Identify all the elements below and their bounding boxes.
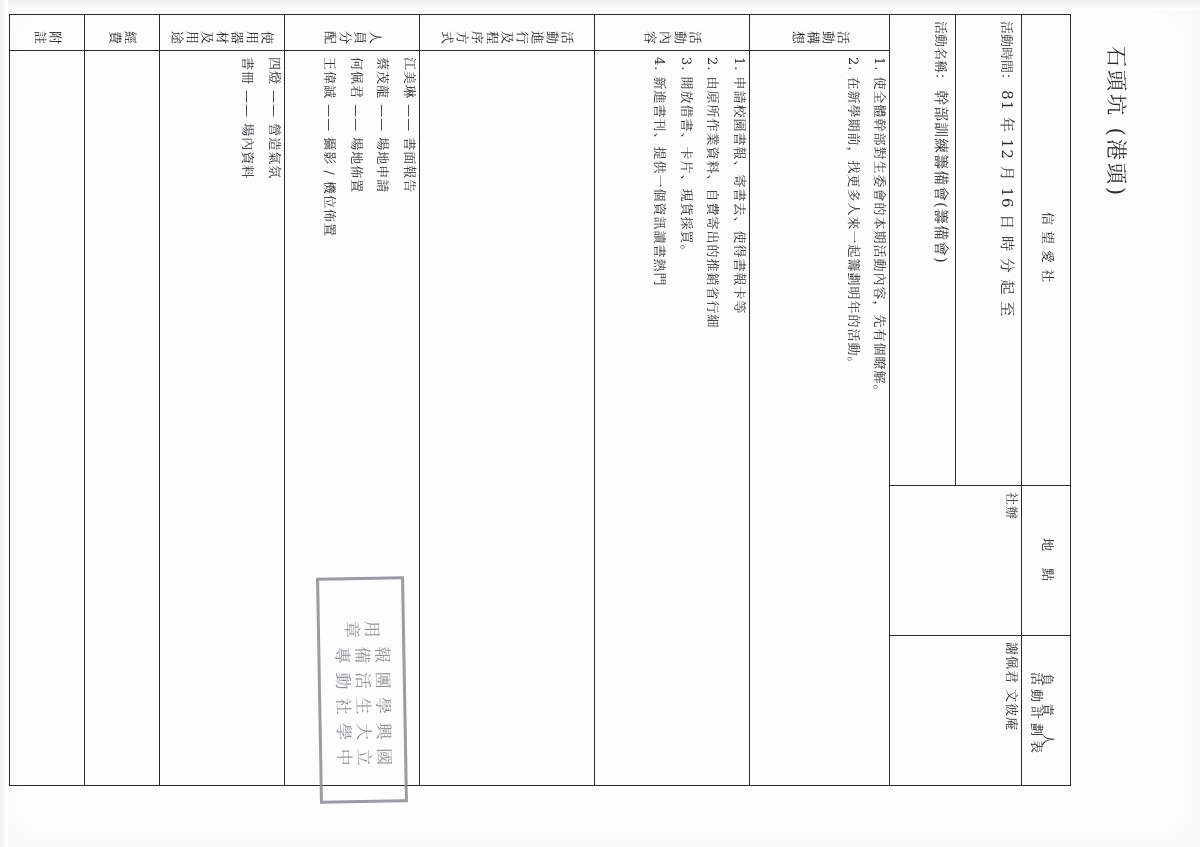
staff-row-1: 江美琳 —— 書面報告	[401, 57, 416, 194]
section-concept-label: 活動構想	[750, 15, 890, 51]
activity-place-value: 社辦	[890, 486, 1022, 636]
section-concept	[750, 15, 890, 786]
activity-time-row	[956, 15, 1022, 786]
form-table	[9, 14, 1071, 786]
equipment-row-2: 書冊 —— 場內資料	[239, 57, 255, 180]
scan-edge-left	[0, 0, 8, 847]
content-item-1: 1. 申請校園書報、寄書去、使得書報卡等	[731, 57, 746, 315]
activity-plan-form	[9, 14, 1071, 786]
content-item-3: 3. 開放借書、卡片、現貨採買。	[677, 57, 693, 259]
section-equipment	[160, 15, 285, 786]
section-budget-label: 經費	[85, 15, 160, 51]
activity-time-label: 活動時間：	[998, 21, 1013, 87]
page-annotation: 石頭坑 (港頭)	[1104, 46, 1128, 199]
section-remarks-label: 附註	[10, 15, 85, 51]
content-item-4: 4. 新進書刊、提供一個資訊讀書熱門	[651, 57, 667, 287]
section-equipment-body	[160, 51, 285, 786]
person-header: 負 責 人	[1022, 636, 1071, 786]
section-content	[595, 15, 750, 786]
activity-name-value: 幹部訓練籌備會(籌備會)	[932, 90, 951, 264]
activity-time-cell	[956, 15, 1022, 486]
section-remarks	[10, 15, 85, 786]
activity-time-value: 81 年 12 月 16 日 時 分 起 至	[998, 90, 1016, 318]
concept-item-2: 2. 在新學期前，找更多人來一起籌劃明年的活動。	[844, 57, 860, 371]
content-item-2: 2. 由原所作業資料、自費寄出的推銷省行細	[704, 57, 720, 329]
section-procedure-body	[420, 51, 595, 786]
concept-item-1: 1. 使全體幹部對生委會的本期活動內容，先有個瞭解。	[871, 57, 887, 399]
activity-name-label: 活動名稱：	[932, 21, 948, 87]
section-budget-body	[85, 51, 160, 786]
section-remarks-body	[10, 51, 85, 786]
section-staffing-label: 人員分配	[285, 15, 420, 51]
form-footer-note: 活動計劃表	[1028, 672, 1043, 758]
staff-row-2: 蔡茂龍 —— 場地申請	[374, 57, 390, 194]
staff-row-4: 王偉誠 —— 攝影 / 機位佈置	[321, 57, 337, 237]
form-title-row	[1022, 15, 1071, 786]
staff-row-3: 何佩君 —— 場地佈置	[347, 57, 363, 194]
section-content-label: 活動內容	[595, 15, 750, 51]
section-budget	[85, 15, 160, 786]
activity-name-cell	[890, 15, 956, 486]
activity-person-value: 謝佩君 文彼庵	[890, 636, 1022, 786]
equipment-row-1: 四燈 —— 營造氣氛	[266, 57, 281, 180]
section-procedure	[420, 15, 595, 786]
form-title: 信望愛社	[1022, 15, 1071, 486]
place-header: 地 點	[1022, 486, 1071, 636]
section-content-body	[595, 51, 750, 786]
approval-seal	[316, 576, 408, 804]
section-concept-body	[750, 51, 890, 786]
section-procedure-label: 活動進行及程序方式	[420, 15, 595, 51]
scan-edge-top	[0, 0, 1200, 10]
approval-seal-text: 國立中興大學學生社團活動報備專用章	[331, 616, 394, 766]
section-equipment-label: 使用器材及用途	[160, 15, 285, 51]
